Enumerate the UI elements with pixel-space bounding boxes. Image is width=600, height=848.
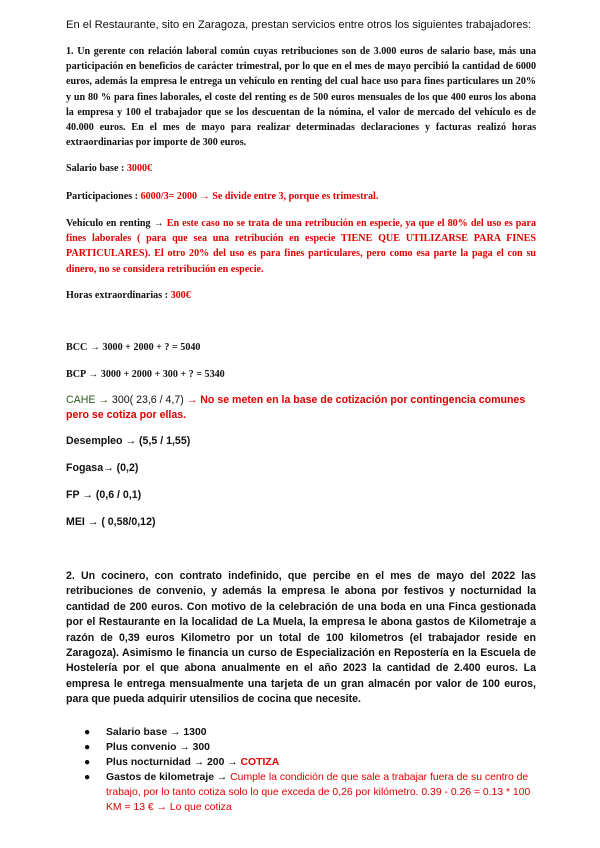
vehiculo-explanation: En este caso no se trata de una retribución en especie, ya que el 80% del uso es para fines laborales ( para que sea una retribución en especie TIENE QUE UTILIZARSE PARA FINES PARTICULARES). El otro 20% del uso es para fines particulares, pero como esa parte la paga el con su dinero, no se considera retribución en especie. — [66, 218, 536, 275]
mei-line: MEI → ( 0,58/0,12) — [66, 516, 156, 528]
list-item — [84, 725, 534, 740]
case-2-bullet-list — [84, 725, 534, 815]
bcc-line: BCC → 3000 + 2000 + ? = 5040 — [66, 342, 201, 353]
cahe-line — [66, 393, 536, 424]
case-2-statement: 2. Un cocinero, con contrato indefinido, que percibe en el mes de mayo del 2022 las retribuciones de convenio, y además la empresa le abona por festivos y nocturnidad la cantidad de 200 euros. Con motivo de la celebración de una boda en una Finca gestionada por el Restaurante en la localidad de La Muela, la empresa le abona gastos de Kilometraje a razón de 0,39 euros Kilometro por un total de 100 kilometros (el trabajador reside en Zaragoza). Asimismo le financia un curso de Especialización en Repostería en la Escuela de Hostelería por el que abona anualmente en el año 2023 la cantidad de 2.400 euros. La empresa le entrega mensualmente una tarjeta de un gran almacén por valor de 100 euros, para que pueda adquirir utensilios de cocina que necesite. — [66, 570, 536, 706]
case-1-statement: 1. Un gerente con relación laboral común cuyas retribuciones son de 3.000 euros de salario base, más una participación en beneficios de carácter trimestral, por lo que en el mes de mayo percibió la cantidad de 6000 euros, además la empresa le entrega un vehículo en renting del cual hace uso para fines particulares un 20% y un 80 % para fines laborales, el coste del renting es de 500 euros mensuales de los que 400 euros los abona la empresa y 100 el trabajador que se los descuentan de la nómina, el valor de mercado del vehículo es de 40.000 euros. En el mes de mayo para realizar determinadas declaraciones y facturas realizó horas extraordinarias por importe de 300 euros. — [66, 46, 536, 149]
bullet-kilometraje-label: Gastos de kilometraje → — [106, 772, 231, 783]
fogasa-line: Fogasa→ (0,2) — [66, 462, 139, 474]
bullet-salario: Salario base → 1300 — [106, 727, 207, 738]
bullet-dot-icon: ● — [84, 727, 91, 738]
bullet-dot-icon: ● — [84, 742, 91, 753]
cahe-value: 300( 23,6 / 4,7) — [111, 394, 187, 406]
horas-line — [66, 288, 536, 303]
bullet-dot-icon: ● — [84, 757, 91, 768]
participaciones-value: 6000/3= 2000 → Se divide entre 3, porque es trimestral. — [140, 191, 379, 202]
fp-line: FP → (0,6 / 0,1) — [66, 489, 142, 501]
bullet-dot-icon: ● — [84, 772, 91, 783]
bullet-plus-convenio: Plus convenio → 300 — [106, 742, 210, 753]
salario-line — [66, 161, 536, 176]
cahe-note: → No se meten en la base de cotización por contingencia comunes pero se cotiza por ellas. — [66, 394, 526, 422]
bullet-nocturnidad-cotiza: COTIZA — [240, 757, 280, 768]
bcp-line: BCP → 3000 + 2000 + 300 + ? = 5340 — [66, 369, 225, 380]
intro-text: En el Restaurante, sito en Zaragoza, prestan servicios entre otros los siguientes trabajadores: — [66, 19, 532, 31]
horas-label: Horas extraordinarias : — [66, 290, 171, 301]
salario-value: 3000€ — [126, 163, 153, 174]
bullet-kilometraje-explanation: Cumple la condición de que sale a trabajar fuera de su centro de trabajo, por lo tanto cotiza solo lo que exceda de 0,26 por kilómetro. 0.39 - 0.26 = 0.13 * 100 KM = 13 € → Lo que cotiza — [106, 772, 531, 813]
salario-label: Salario base : — [66, 163, 127, 174]
horas-value: 300€ — [170, 290, 191, 301]
list-item — [84, 740, 534, 755]
cahe-label: CAHE → — [66, 394, 112, 406]
list-item — [84, 770, 534, 815]
vehiculo-label: Vehículo en renting → — [66, 218, 167, 229]
participaciones-line — [66, 189, 536, 204]
bullet-nocturnidad-label: Plus nocturnidad → 200 → — [106, 757, 241, 768]
list-item — [84, 755, 534, 770]
participaciones-label: Participaciones : — [66, 191, 141, 202]
desempleo-line: Desempleo → (5,5 / 1,55) — [66, 435, 191, 447]
vehiculo-paragraph — [66, 216, 536, 277]
